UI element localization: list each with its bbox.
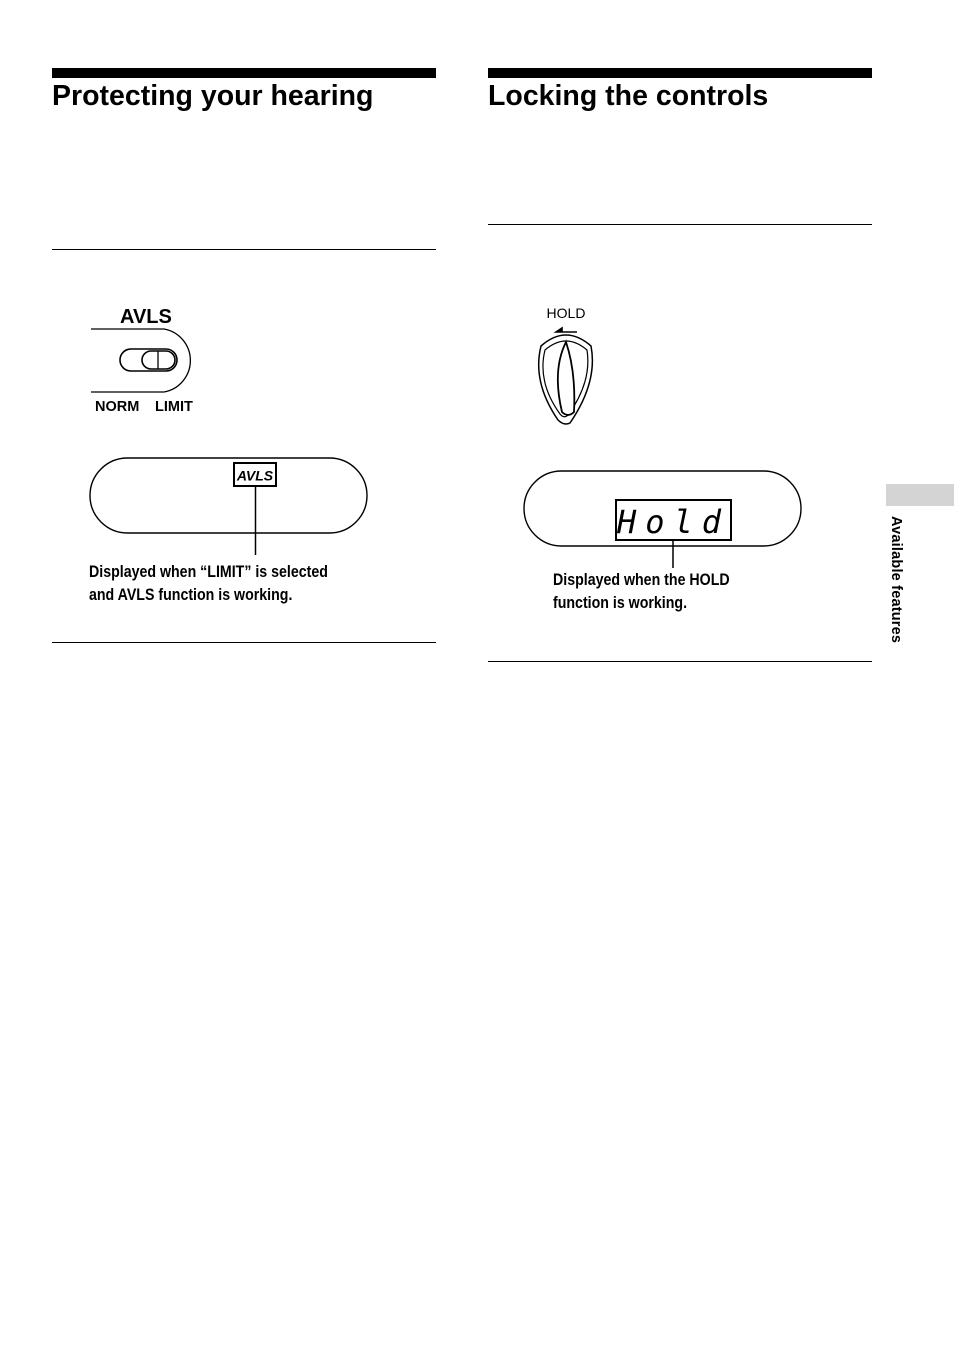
hold-arrow-icon xyxy=(556,328,577,332)
avls-switch-norm-label: NORM xyxy=(95,399,140,415)
hold-readout-text: Hold xyxy=(616,503,731,541)
avls-switch-illustration xyxy=(80,298,220,420)
side-index-tab xyxy=(886,484,954,506)
hold-switch-label: HOLD xyxy=(546,305,586,321)
avls-caption-line1: Displayed when “LIMIT” is selected xyxy=(89,563,328,581)
right-section-title: Locking the controls xyxy=(488,80,769,112)
right-heading-rule xyxy=(488,68,872,78)
avls-indicator-text: AVLS xyxy=(236,467,274,484)
hold-caption xyxy=(553,569,730,615)
hold-caption-line1: Displayed when the HOLD xyxy=(553,571,730,589)
avls-display-panel xyxy=(90,458,367,533)
left-section-divider-bottom xyxy=(52,642,436,643)
right-section-divider-top xyxy=(488,224,872,225)
right-section-divider-bottom xyxy=(488,661,872,662)
hold-switch-illustration xyxy=(530,302,610,430)
hold-display-illustration xyxy=(520,467,806,571)
left-section-title: Protecting your hearing xyxy=(52,80,374,112)
left-heading-rule xyxy=(52,68,436,78)
side-index-label: Available features xyxy=(888,516,904,644)
avls-caption xyxy=(89,561,328,607)
avls-switch-title: AVLS xyxy=(120,306,172,328)
avls-switch-limit-label: LIMIT xyxy=(155,399,193,415)
avls-caption-line2: and AVLS function is working. xyxy=(89,586,293,604)
avls-display-illustration xyxy=(86,454,376,558)
left-section-divider-top xyxy=(52,249,436,250)
hold-caption-line2: function is working. xyxy=(553,594,688,612)
